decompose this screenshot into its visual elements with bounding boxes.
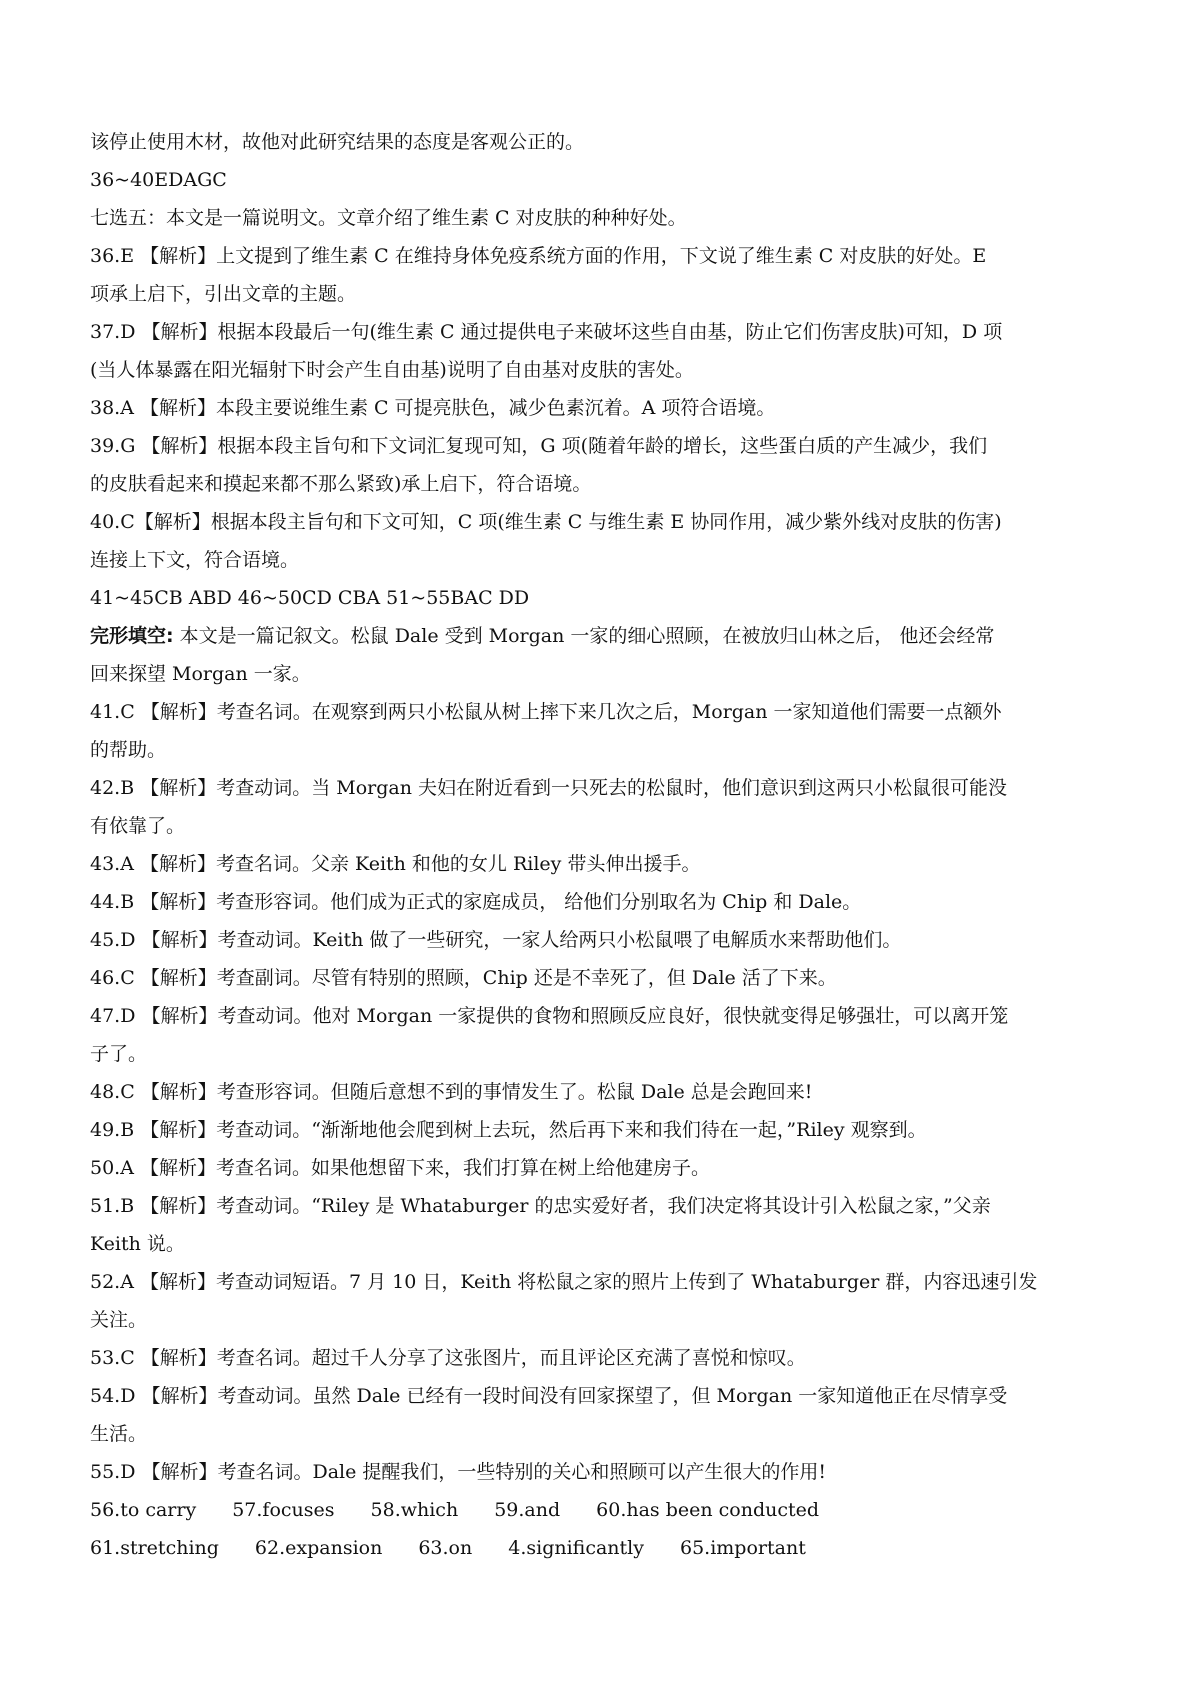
answer-item: 58.which	[370, 1499, 459, 1521]
text-line: 连接上下文，符合语境。	[90, 549, 300, 571]
text-line: 45.D 【解析】考查动词。Keith 做了一些研究，一家人给两只小松鼠喂了电解质水来帮助他们。	[90, 929, 902, 951]
text-line: 七选五：本文是一篇说明文。文章介绍了维生素 C 对皮肤的种种好处。	[90, 207, 687, 229]
text-line: 41.C 【解析】考查名词。在观察到两只小松鼠从树上摔下来几次之后，Morgan 一家知道他们需要一点额外	[90, 701, 1002, 723]
text-line: 36.E 【解析】上文提到了维生素 C 在维持身体免疫系统方面的作用，下文说了维生素 C 对皮肤的好处。E	[90, 245, 987, 267]
text-line: 40.C【解析】根据本段主旨句和下文可知，C 项(维生素 C 与维生素 E 协同作用，减少紫外线对皮肤的伤害)	[90, 511, 1002, 533]
text-line: 50.A 【解析】考查名词。如果他想留下来，我们打算在树上给他建房子。	[90, 1157, 710, 1179]
answer-key-document	[90, 123, 1112, 1567]
answers-row	[90, 1491, 1112, 1529]
text-line: 生活。	[90, 1423, 148, 1445]
text-line: 36~40EDAGC	[90, 169, 227, 191]
text-line: 54.D 【解析】考查动词。虽然 Dale 已经有一段时间没有回家探望了，但 Morgan 一家知道他正在尽情享受	[90, 1385, 1008, 1407]
answer-item: 61.stretching	[90, 1537, 219, 1559]
text-line: 的皮肤看起来和摸起来都不那么紧致)承上启下，符合语境。	[90, 473, 592, 495]
answer-item: 63.on	[418, 1537, 473, 1559]
answer-item: 62.expansion	[254, 1537, 383, 1559]
text-line: 41~45CB ABD 46~50CD CBA 51~55BAC DD	[90, 587, 530, 609]
text-line: Keith 说。	[90, 1233, 185, 1255]
text-line: 42.B 【解析】考查动词。当 Morgan 夫妇在附近看到一只死去的松鼠时，他们意识到这两只小松鼠很可能没	[90, 777, 1008, 799]
answer-item: 59.and	[494, 1499, 561, 1521]
answer-item: 60.has been conducted	[596, 1499, 820, 1521]
cloze-intro	[90, 617, 1112, 655]
text-line: 52.A 【解析】考查动词短语。7 月 10 日，Keith 将松鼠之家的照片上传到了 Whataburger 群，内容迅速引发	[90, 1271, 1038, 1293]
text-line: 55.D 【解析】考查名词。Dale 提醒我们，一些特别的关心和照顾可以产生很大的作用!	[90, 1461, 827, 1483]
cloze-intro-text: 本文是一篇记叙文。松鼠 Dale 受到 Morgan 一家的细心照顾，在被放归山林之后， 他还会经常	[173, 625, 995, 647]
text-line: (当人体暴露在阳光辐射下时会产生自由基)说明了自由基对皮肤的害处。	[90, 359, 694, 381]
answer-item: 4.significantly	[508, 1537, 644, 1559]
text-line: 有依靠了。	[90, 815, 186, 837]
answer-item: 57.focuses	[232, 1499, 335, 1521]
text-line: 48.C 【解析】考查形容词。但随后意想不到的事情发生了。松鼠 Dale 总是会跑回来!	[90, 1081, 813, 1103]
text-line: 的帮助。	[90, 739, 167, 761]
text-line: 子了。	[90, 1043, 148, 1065]
text-line: 44.B 【解析】考查形容词。他们成为正式的家庭成员， 给他们分别取名为 Chip 和 Dale。	[90, 891, 862, 913]
answer-item: 65.important	[680, 1537, 806, 1559]
answer-item: 56.to carry	[90, 1499, 197, 1521]
text-line: 回来探望 Morgan 一家。	[90, 663, 311, 685]
answers-row	[90, 1529, 1112, 1567]
text-line: 39.G 【解析】根据本段主旨句和下文词汇复现可知，G 项(随着年龄的增长，这些蛋白质的产生减少，我们	[90, 435, 988, 457]
text-line: 37.D 【解析】根据本段最后一句(维生素 C 通过提供电子来破坏这些自由基，防止它们伤害皮肤)可知，D 项	[90, 321, 1003, 343]
text-line: 46.C 【解析】考查副词。尽管有特别的照顾，Chip 还是不幸死了，但 Dale 活了下来。	[90, 967, 837, 989]
cloze-label: 完形填空:	[90, 625, 174, 647]
text-line: 该停止使用木材，故他对此研究结果的态度是客观公正的。	[90, 131, 585, 153]
text-line: 51.B 【解析】考查动词。“Riley 是 Whataburger 的忠实爱好者，我们决定将其设计引入松鼠之家，”父亲	[90, 1195, 991, 1217]
text-line: 43.A 【解析】考查名词。父亲 Keith 和他的女儿 Riley 带头伸出援手。	[90, 853, 701, 875]
text-line: 38.A 【解析】本段主要说维生素 C 可提亮肤色，减少色素沉着。A 项符合语境。	[90, 397, 776, 419]
text-line: 项承上启下，引出文章的主题。	[90, 283, 357, 305]
text-line: 关注。	[90, 1309, 148, 1331]
text-line: 53.C 【解析】考查名词。超过千人分享了这张图片，而且评论区充满了喜悦和惊叹。	[90, 1347, 806, 1369]
text-line: 47.D 【解析】考查动词。他对 Morgan 一家提供的食物和照顾反应良好，很快就变得足够强壮，可以离开笼	[90, 1005, 1009, 1027]
text-line: 49.B 【解析】考查动词。“渐渐地他会爬到树上去玩，然后再下来和我们待在一起，”Riley 观察到。	[90, 1119, 927, 1141]
